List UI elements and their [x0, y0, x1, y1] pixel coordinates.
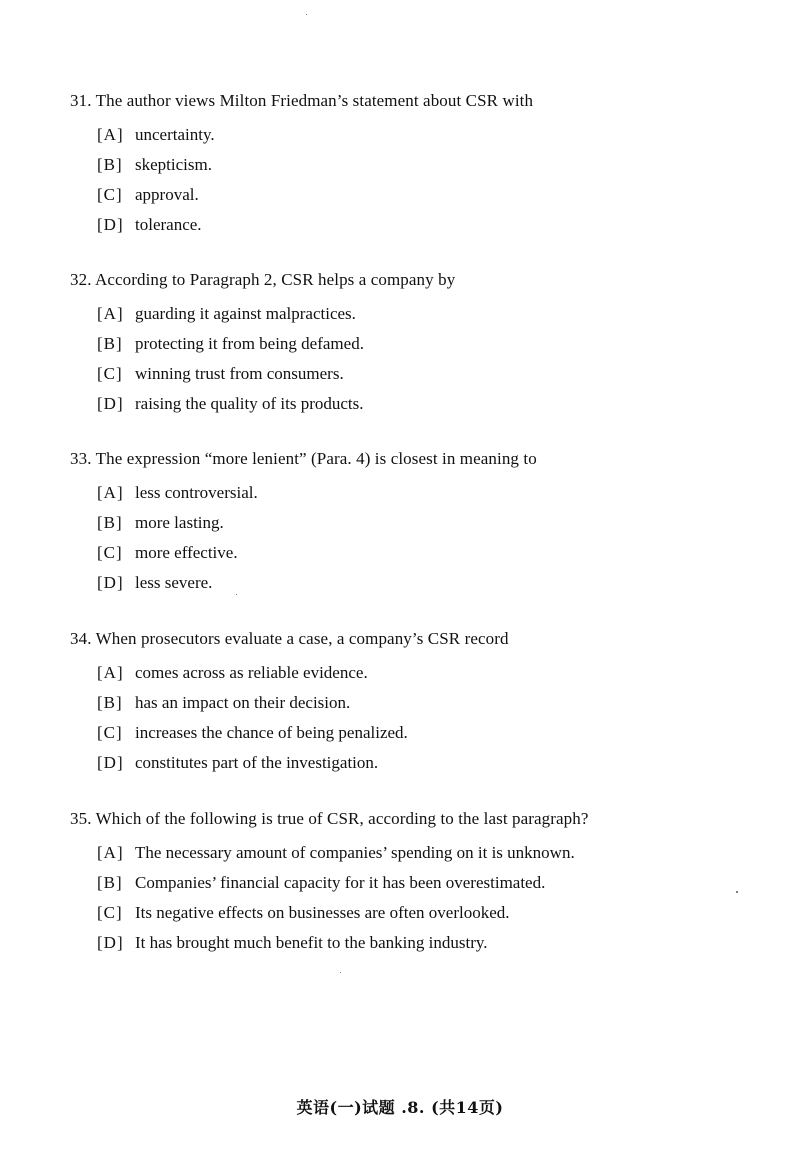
option-a: [97, 658, 770, 688]
question-number: 34.: [70, 629, 92, 648]
option-letter: [B]: [97, 513, 123, 532]
option-text: constitutes part of the investigation.: [135, 753, 379, 772]
option-text: raising the quality of its products.: [135, 394, 364, 413]
option-c: [97, 180, 770, 210]
option-letter: [C]: [97, 185, 123, 204]
question-stem: [70, 269, 770, 291]
option-list: [70, 838, 770, 958]
scan-speck: [340, 972, 341, 973]
option-d: [97, 210, 770, 240]
question-35: [70, 808, 770, 958]
option-list: [70, 658, 770, 778]
option-letter: [A]: [97, 483, 124, 502]
question-33: [70, 448, 770, 598]
option-text: increases the chance of being penalized.: [135, 723, 408, 742]
question-stem: [70, 448, 770, 470]
question-number: 31.: [70, 91, 92, 110]
option-text: uncertainty.: [135, 125, 215, 144]
question-text: Which of the following is true of CSR, according to the last paragraph?: [95, 809, 589, 828]
option-d: [97, 928, 770, 958]
question-stem: [70, 628, 770, 650]
option-letter: [A]: [97, 663, 124, 682]
question-34: [70, 628, 770, 778]
question-stem: [70, 808, 770, 830]
option-letter: [D]: [97, 933, 124, 952]
question-text: The author views Milton Friedman’s statement about CSR with: [95, 91, 534, 110]
question-number: 35.: [70, 809, 92, 828]
option-list: [70, 120, 770, 240]
option-letter: [C]: [97, 543, 123, 562]
option-c: [97, 359, 770, 389]
option-text: Companies’ financial capacity for it has been overestimated.: [135, 873, 546, 892]
option-text: tolerance.: [135, 215, 202, 234]
option-b: [97, 150, 770, 180]
option-text: less controversial.: [135, 483, 258, 502]
option-letter: [D]: [97, 394, 124, 413]
option-a: [97, 299, 770, 329]
option-text: It has brought much benefit to the banking industry.: [135, 933, 488, 952]
scan-speck: [736, 891, 738, 893]
question-stem: [70, 90, 770, 112]
question-text: The expression “more lenient” (Para. 4) is closest in meaning to: [95, 449, 537, 468]
option-text: guarding it against malpractices.: [135, 304, 356, 323]
option-text: The necessary amount of companies’ spending on it is unknown.: [135, 843, 575, 862]
option-text: less severe.: [135, 573, 213, 592]
option-text: skepticism.: [135, 155, 212, 174]
option-b: [97, 868, 770, 898]
question-text: According to Paragraph 2, CSR helps a company by: [94, 270, 456, 289]
option-a: [97, 838, 770, 868]
option-letter: [D]: [97, 753, 124, 772]
question-text: When prosecutors evaluate a case, a company’s CSR record: [95, 629, 509, 648]
scan-speck: [306, 14, 307, 15]
option-text: more effective.: [135, 543, 238, 562]
option-letter: [D]: [97, 215, 124, 234]
option-d: [97, 748, 770, 778]
option-list: [70, 478, 770, 598]
option-b: [97, 688, 770, 718]
option-text: more lasting.: [135, 513, 224, 532]
option-letter: [C]: [97, 723, 123, 742]
option-d: [97, 568, 770, 598]
option-letter: [C]: [97, 364, 123, 383]
option-letter: [A]: [97, 843, 124, 862]
option-letter: [C]: [97, 903, 123, 922]
option-letter: [D]: [97, 573, 124, 592]
option-text: Its negative effects on businesses are often overlooked.: [135, 903, 510, 922]
option-c: [97, 898, 770, 928]
option-text: approval.: [135, 185, 199, 204]
scan-speck: [236, 594, 237, 595]
option-a: [97, 120, 770, 150]
page-footer: 英语(一)试题 .8. (共14页): [296, 1098, 504, 1117]
option-text: has an impact on their decision.: [135, 693, 351, 712]
option-b: [97, 329, 770, 359]
option-text: comes across as reliable evidence.: [135, 663, 368, 682]
option-letter: [A]: [97, 304, 124, 323]
option-b: [97, 508, 770, 538]
option-text: winning trust from consumers.: [135, 364, 344, 383]
option-d: [97, 389, 770, 419]
option-letter: [B]: [97, 873, 123, 892]
option-letter: [B]: [97, 155, 123, 174]
option-letter: [B]: [97, 334, 123, 353]
question-31: [70, 90, 770, 240]
option-list: [70, 299, 770, 419]
option-a: [97, 478, 770, 508]
question-number: 32.: [70, 270, 92, 289]
question-number: 33.: [70, 449, 92, 468]
question-32: [70, 269, 770, 419]
option-c: [97, 718, 770, 748]
option-c: [97, 538, 770, 568]
option-text: protecting it from being defamed.: [135, 334, 364, 353]
option-letter: [A]: [97, 125, 124, 144]
option-letter: [B]: [97, 693, 123, 712]
